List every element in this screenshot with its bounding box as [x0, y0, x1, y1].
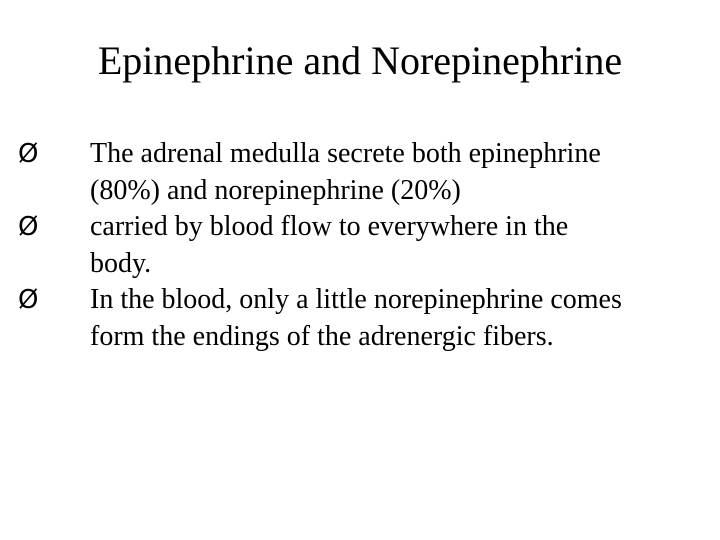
bullet-item — [18, 136, 718, 209]
bullet-text-line: body. — [90, 247, 152, 279]
slide-title: Epinephrine and Norepinephrine — [97, 38, 623, 83]
bullet-item — [18, 282, 718, 355]
bullet-text-line: In the blood, only a little norepinephrine comes — [90, 284, 622, 315]
arrow-bullet-icon: Ø — [18, 139, 39, 169]
arrow-bullet-icon: Ø — [18, 212, 39, 242]
bullet-text-line: The adrenal medulla secrete both epinephrine — [90, 138, 601, 169]
bullet-text-line: form the endings of the adrenergic fibers. — [90, 320, 554, 352]
bullet-text-line: (80%) and norepinephrine (20%) — [90, 174, 461, 206]
arrow-bullet-icon: Ø — [18, 285, 39, 315]
bullet-item — [18, 209, 718, 282]
bullet-text-line: carried by blood flow to everywhere in the — [90, 211, 569, 242]
bullet-list — [18, 136, 718, 355]
